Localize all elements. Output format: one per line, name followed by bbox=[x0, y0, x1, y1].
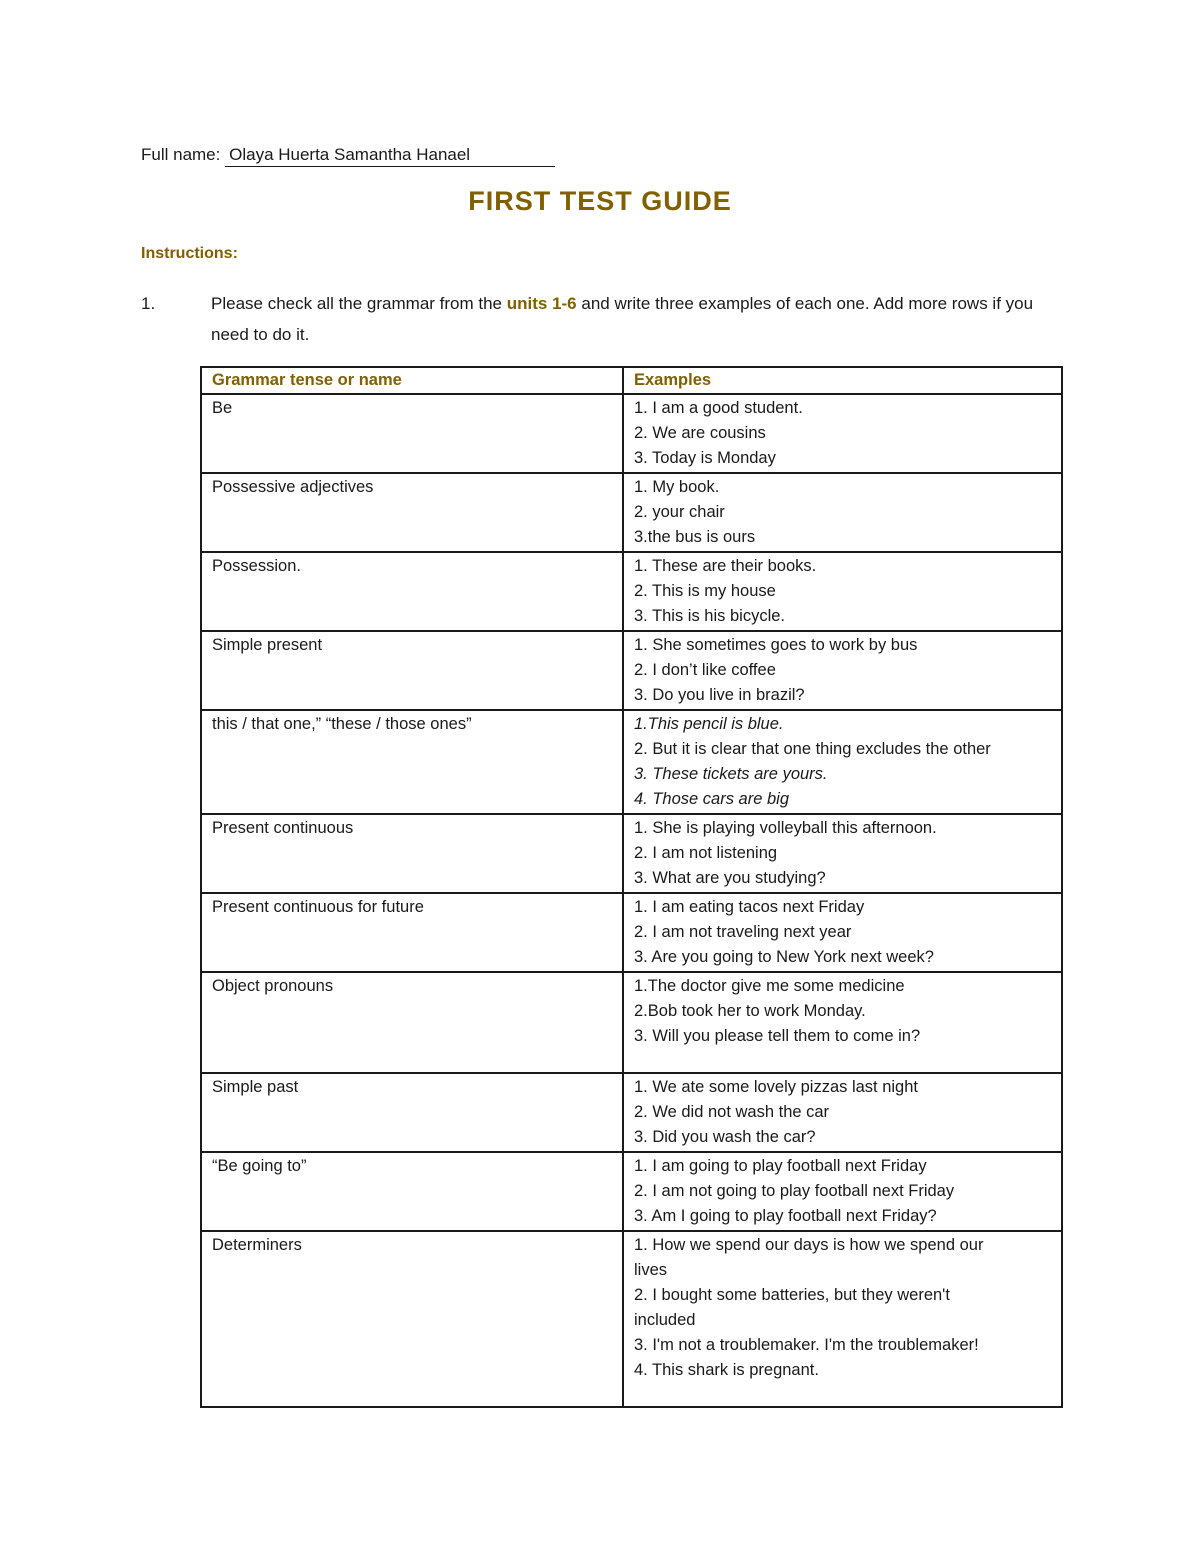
grammar-name: Simple present bbox=[201, 631, 623, 710]
example-line: 3.the bus is ours bbox=[634, 528, 756, 546]
example-line: 2. This is my house bbox=[634, 582, 776, 600]
example-line: 3. Today is Monday bbox=[634, 449, 776, 467]
grammar-name: Simple past bbox=[201, 1073, 623, 1152]
example-line: 1. She is playing volleyball this afternoon. bbox=[634, 819, 937, 837]
example-line: 2.Bob took her to work Monday. bbox=[634, 1002, 866, 1020]
examples-cell bbox=[623, 631, 1062, 710]
example-line: 1. She sometimes goes to work by bus bbox=[634, 636, 918, 654]
example-line: 2. I don’t like coffee bbox=[634, 661, 776, 679]
table-row bbox=[201, 893, 1062, 972]
example-line: 2. I am not going to play football next Friday bbox=[634, 1182, 955, 1200]
example-line: 1.The doctor give me some medicine bbox=[634, 977, 905, 995]
example-line: 2. I am not listening bbox=[634, 844, 778, 862]
examples-cell bbox=[623, 893, 1062, 972]
grammar-name: Be bbox=[201, 394, 623, 473]
example-line: 2. I bought some batteries, but they weren't included bbox=[634, 1286, 950, 1329]
example-line: 2. We are cousins bbox=[634, 424, 766, 442]
instruction-units-emphasis: units 1-6 bbox=[506, 294, 577, 313]
instruction-text-before: Please check all the grammar from the bbox=[211, 294, 507, 313]
examples-cell bbox=[623, 473, 1062, 552]
example-line: 1. My book. bbox=[634, 478, 720, 496]
example-line: 3. Am I going to play football next Friday? bbox=[634, 1207, 937, 1225]
table-row bbox=[201, 814, 1062, 893]
example-line: 3. Are you going to New York next week? bbox=[634, 948, 934, 966]
table-row bbox=[201, 1152, 1062, 1231]
example-line: 3. These tickets are yours. bbox=[634, 765, 828, 783]
example-line: 4. This shark is pregnant. bbox=[634, 1361, 819, 1379]
table-row bbox=[201, 1231, 1062, 1407]
fullname-label: Full name: bbox=[141, 145, 221, 164]
table-row bbox=[201, 1073, 1062, 1152]
table-row bbox=[201, 631, 1062, 710]
example-line: 2. But it is clear that one thing excludes the other bbox=[634, 740, 991, 758]
grammar-table bbox=[200, 366, 1063, 1408]
example-line: 2. I am not traveling next year bbox=[634, 923, 852, 941]
instruction-text bbox=[211, 288, 1051, 350]
example-line: 4. Those cars are big bbox=[634, 790, 789, 808]
examples-cell bbox=[623, 1073, 1062, 1152]
example-line: 1. These are their books. bbox=[634, 557, 817, 575]
example-line: 2. your chair bbox=[634, 503, 725, 521]
examples-cell bbox=[623, 710, 1062, 814]
grammar-name: Present continuous bbox=[201, 814, 623, 893]
example-line: 3. I'm not a troublemaker. I'm the troublemaker! bbox=[634, 1336, 979, 1354]
fullname-value: Olaya Huerta Samantha Hanael bbox=[225, 144, 555, 167]
table-row bbox=[201, 473, 1062, 552]
table-row bbox=[201, 972, 1062, 1073]
table-row bbox=[201, 394, 1062, 473]
example-line: 1. I am eating tacos next Friday bbox=[634, 898, 865, 916]
examples-cell bbox=[623, 1231, 1062, 1407]
table-row bbox=[201, 710, 1062, 814]
grammar-name: Determiners bbox=[201, 1231, 623, 1407]
example-line: 1. I am going to play football next Friday bbox=[634, 1157, 927, 1175]
instructions-label: Instructions: bbox=[141, 245, 238, 262]
example-line: 1. How we spend our days is how we spend our lives bbox=[634, 1236, 984, 1279]
example-line: 3. This is his bicycle. bbox=[634, 607, 785, 625]
example-line: 1. I am a good student. bbox=[634, 399, 803, 417]
grammar-name: Present continuous for future bbox=[201, 893, 623, 972]
grammar-name: “Be going to” bbox=[201, 1152, 623, 1231]
instruction-text-after: and write three examples of each one. Add more rows if you need to do it. bbox=[211, 294, 1034, 344]
header-examples: Examples bbox=[623, 367, 1062, 394]
grammar-name: Possessive adjectives bbox=[201, 473, 623, 552]
document-title: FIRST TEST GUIDE bbox=[468, 186, 732, 216]
example-line: 1. We ate some lovely pizzas last night bbox=[634, 1078, 918, 1096]
examples-cell bbox=[623, 814, 1062, 893]
header-grammar: Grammar tense or name bbox=[201, 367, 623, 394]
grammar-name: Object pronouns bbox=[201, 972, 623, 1073]
fullname-line bbox=[141, 144, 555, 167]
examples-cell bbox=[623, 1152, 1062, 1231]
example-line: 2. We did not wash the car bbox=[634, 1103, 830, 1121]
example-line: 3. Will you please tell them to come in? bbox=[634, 1027, 921, 1045]
example-line: 3. Do you live in brazil? bbox=[634, 686, 805, 704]
table-row bbox=[201, 552, 1062, 631]
examples-cell bbox=[623, 972, 1062, 1073]
example-line: 3. What are you studying? bbox=[634, 869, 826, 887]
examples-cell bbox=[623, 552, 1062, 631]
grammar-name: Possession. bbox=[201, 552, 623, 631]
examples-cell bbox=[623, 394, 1062, 473]
example-line: 1.This pencil is blue. bbox=[634, 715, 784, 733]
instruction-number: 1. bbox=[141, 294, 156, 313]
grammar-name: this / that one,” “these / those ones” bbox=[201, 710, 623, 814]
example-line: 3. Did you wash the car? bbox=[634, 1128, 816, 1146]
table-header-row bbox=[201, 367, 1062, 394]
